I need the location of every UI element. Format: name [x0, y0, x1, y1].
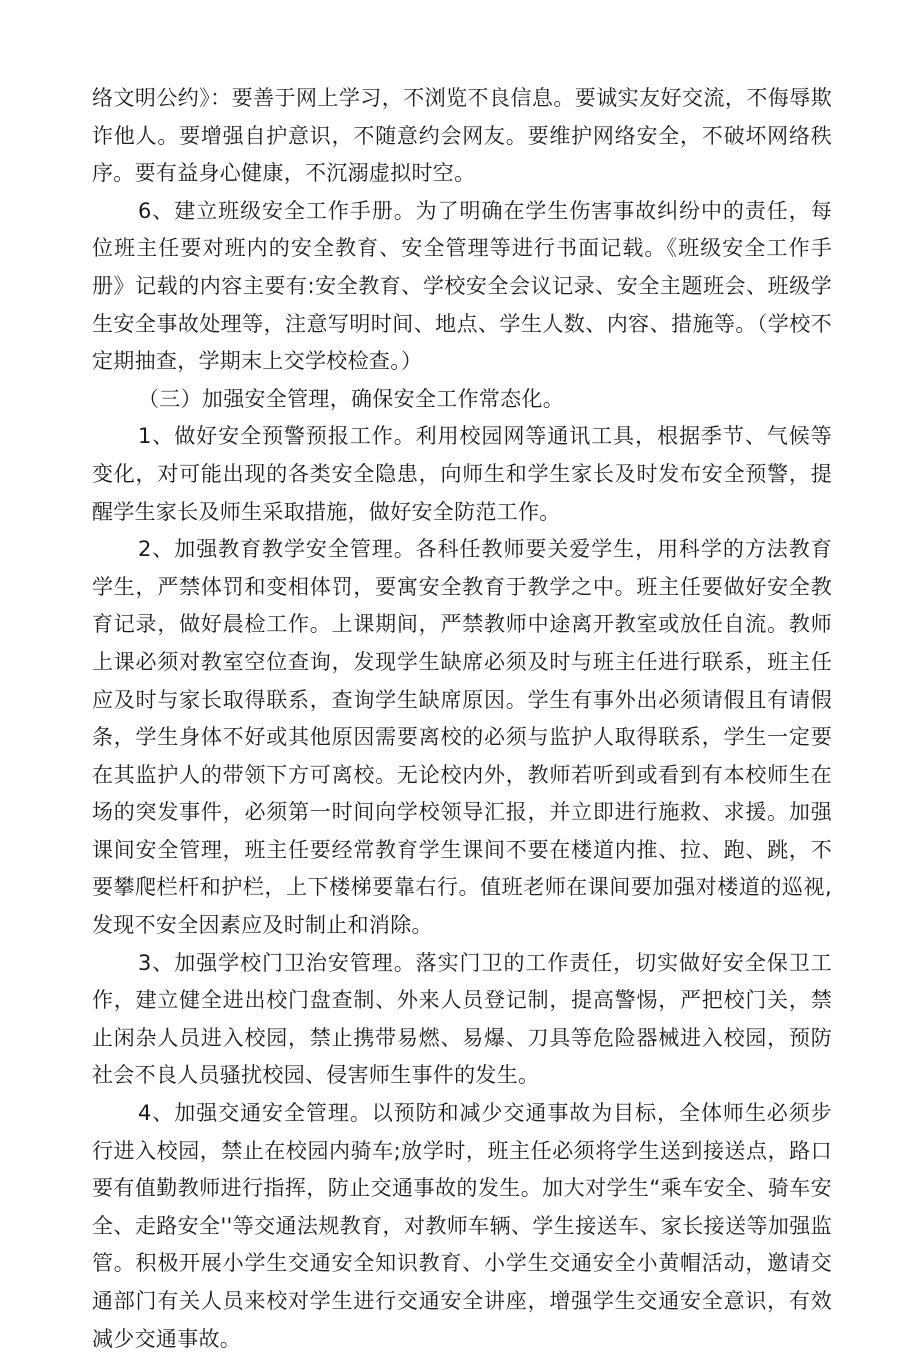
paragraph-gate-security: 3、加强学校门卫治安管理。落实门卫的工作责任，切实做好安全保卫工作，建立健全进出校门盘查制、外来人员登记制，提高警惕，严把校门关，禁止闲杂人员进入校园，禁止携带易燃、易爆、刀具等危险器械进入校园，预防社会不良人员骚扰校园、侵害师生事件的发生。	[92, 950, 832, 1088]
paragraph-safety-warning: 1、做好安全预警预报工作。利用校园网等通讯工具，根据季节、气候等变化，对可能出现的各类安全隐患，向师生和学生家长及时发布安全预警，提醒学生家长及师生采取措施，做好安全防范工作。	[92, 424, 832, 524]
section-heading-safety-management: （三）加强安全管理，确保安全工作常态化。	[138, 386, 564, 411]
paragraph-traffic-safety: 4、加强交通安全管理。以预防和减少交通事故为目标，全体师生必须步行进入校园，禁止在校园内骑车;放学时，班主任必须将学生送到接送点，路口要有值勤教师进行指挥，防止交通事故的发生。加大对学生“乘车安全、骑车安全、走路安全''等交通法规教育，对教师车辆、学生接送车、家长接送等加强监管。积极开展小学生交通安全知识教育、小学生交通安全小黄帽活动，邀请交通部门有关人员来校对学生进行交通安全讲座，增强学生交通安全意识，有效减少交通事故。	[92, 1101, 832, 1351]
document-page	[92, 80, 832, 1358]
paragraph-teaching-safety: 2、加强教育教学安全管理。各科任教师要关爱学生，用科学的方法教育学生，严禁体罚和变相体罚，要寓安全教育于教学之中。班主任要做好安全教育记录，做好晨检工作。上课期间，严禁教师中途离开教室或放任自流。教师上课必须对教室空位查询，发现学生缺席必须及时与班主任进行联系，班主任应及时与家长取得联系，查询学生缺席原因。学生有事外出必须请假且有请假条，学生身体不好或其他原因需要离校的必须与监护人取得联系，学生一定要在其监护人的带领下方可离校。无论校内外，教师若听到或看到有本校师生在场的突发事件，必须第一时间向学校领导汇报，并立即进行施救、求援。加强课间安全管理，班主任要经常教育学生课间不要在楼道内推、拉、跑、跳，不要攀爬栏杆和护栏，上下楼梯要靠右行。值班老师在课间要加强对楼道的巡视,发现不安全因素应及时制止和消除。	[92, 537, 832, 938]
paragraph-class-safety-handbook: 6、建立班级安全工作手册。为了明确在学生伤害事故纠纷中的责任，每位班主任要对班内的安全教育、安全管理等进行书面记载。《班级安全工作手册》记载的内容主要有:安全教育、学校安全会议记录、安全主题班会、班级学生安全事故处理等，注意写明时间、地点、学生人数、内容、措施等。（学校不定期抽查，学期末上交学校检查。）	[92, 198, 832, 374]
paragraph-network-convention: 络文明公约》：要善于网上学习，不浏览不良信息。要诚实友好交流，不侮辱欺诈他人。要增强自护意识，不随意约会网友。要维护网络安全，不破坏网络秩序。要有益身心健康，不沉溺虚拟时空。	[92, 86, 832, 186]
